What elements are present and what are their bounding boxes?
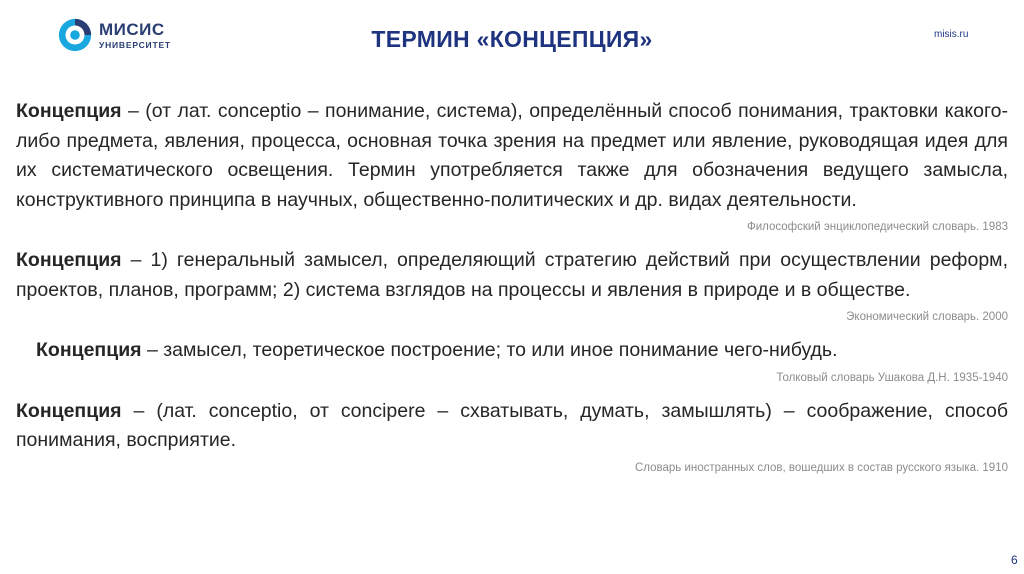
page-number: 6: [1011, 553, 1018, 567]
definition-term: Концепция: [16, 100, 122, 122]
definition-source: Толковый словарь Ушакова Д.Н. 1935-1940: [776, 371, 1008, 384]
definition-text: – (от лат. conceptio – понимание, система), определённый способ понимания, трактовки какого-либо предмета, явления, процесса, основная точка зрения на предмет или явление, руководящая идея для их систематического освещения. Термин употребляется также для обозначения ведущего замысла, конструктивного принципа в научных, общественно-политических и др. видах деятельности.: [16, 100, 1008, 211]
definition-text: – замысел, теоретическое построение; то или иное понимание чего-нибудь.: [141, 339, 838, 361]
definition-source: Экономический словарь. 2000: [846, 311, 1008, 323]
logo-subtitle: УНИВЕРСИТЕТ: [99, 39, 171, 50]
definition-term: Концепция: [16, 399, 122, 422]
logo-name: МИСИС: [99, 19, 165, 39]
definition-2: [16, 246, 1008, 305]
slide-header: [0, 0, 1024, 80]
slide-title: ТЕРМИН «КОНЦЕПЦИЯ»: [371, 26, 653, 52]
definition-text: – 1) генеральный замысел, определяющий стратегию действий при осуществлении реформ, проектов, планов, программ; 2) система взглядов на процессы и явления в природе и в обществе.: [16, 249, 1008, 301]
definitions-list: [16, 97, 1008, 487]
definition-source: Философский энциклопедический словарь. 1983: [746, 221, 1008, 233]
definition-1: [16, 97, 1008, 215]
definition-text: – (лат. conceptio, от concipere – схватывать, думать, замышлять) – соображение, способ понимания, восприятие.: [16, 399, 1008, 451]
definition-4: [16, 397, 1008, 456]
definition-3: [16, 336, 1008, 366]
definition-term: Концепция: [16, 249, 122, 271]
definition-source: Словарь иностранных слов, вошедших в состав русского языка. 1910: [635, 461, 1008, 474]
site-link[interactable]: misis.ru: [934, 29, 969, 40]
definition-term: Концепция: [36, 339, 142, 361]
